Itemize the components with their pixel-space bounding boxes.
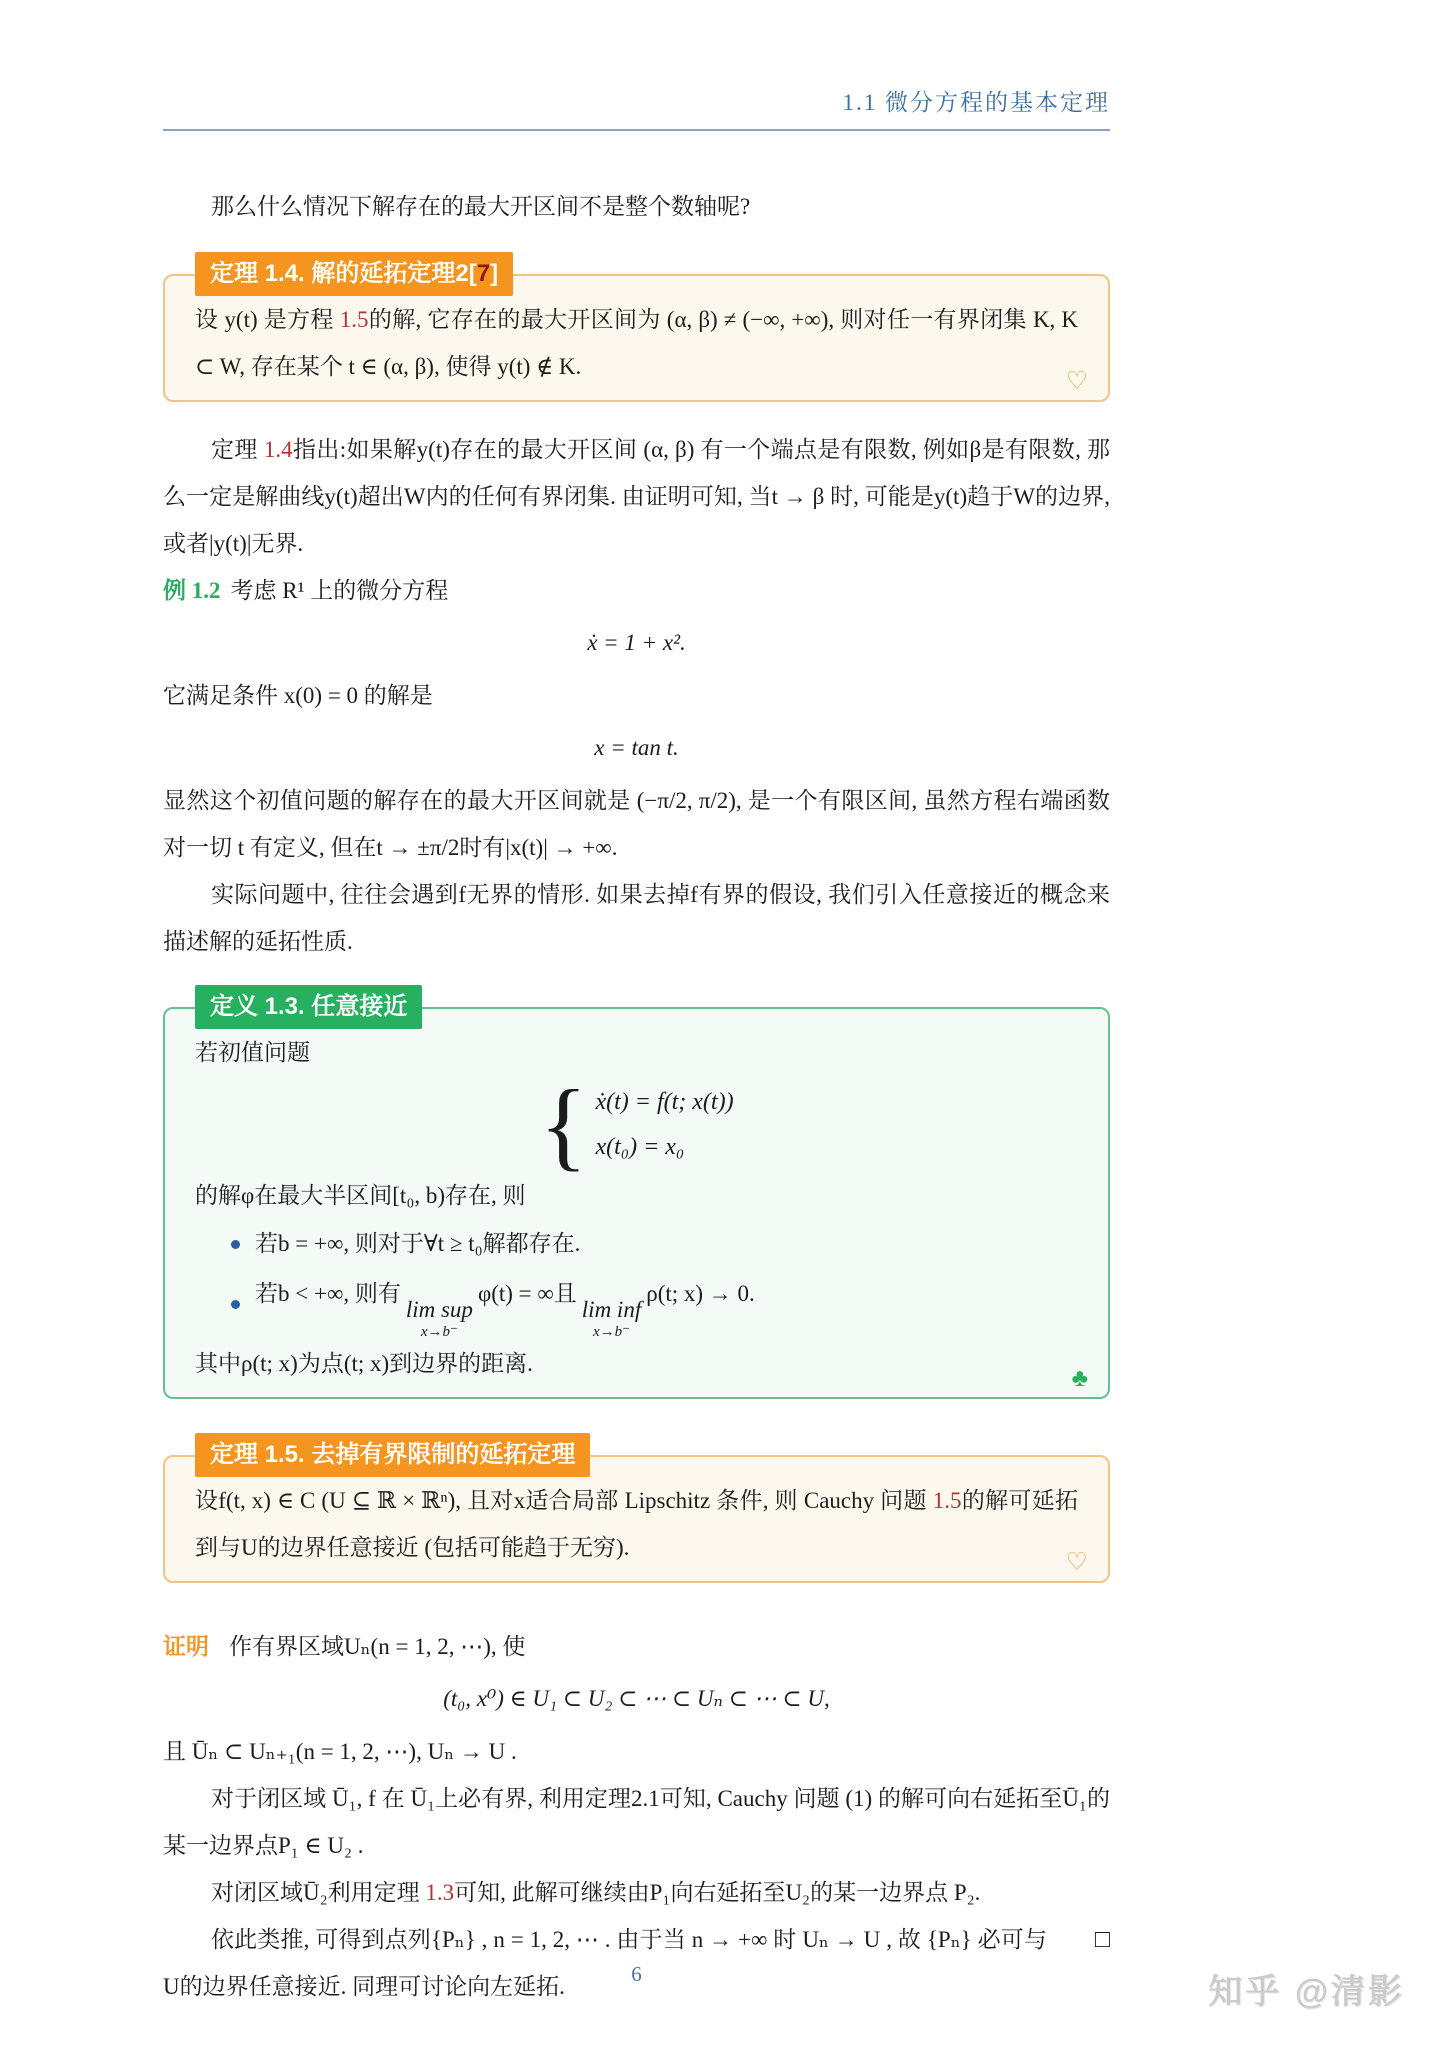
proof-equation: (t₀, x⁰) ∈ U₁ ⊂ U₂ ⊂ ⋯ ⊂ Uₙ ⊂ ⋯ ⊂ U, <box>443 1686 830 1711</box>
condition-line: 它满足条件 x(0) = 0 的解是 <box>163 683 433 708</box>
intro-question: 那么什么情况下解存在的最大开区间不是整个数轴呢? <box>211 194 751 219</box>
watermark: 知乎 @清影 <box>1208 1973 1405 2011</box>
bullet-dot-icon <box>231 1300 240 1309</box>
theorem-ref-1-3[interactable]: 1.3 <box>425 1880 455 1905</box>
proof-paragraph-1: 对于闭区域 Ū₁, f 在 Ū₁上必有界, 利用定理2.1可知, Cauchy 问题 (1) 的解可向右延拓至Ū₁的某一边界点P₁ ∈ U₂ . <box>163 1786 1110 1858</box>
theorem-ref-1-4[interactable]: 1.4 <box>263 437 293 462</box>
theorem-1-4-box <box>163 260 1110 402</box>
citation-link-7[interactable]: 7 <box>476 260 491 287</box>
proof-paragraph-3: □ 依此类推, 可得到点列{Pₙ} , n = 1, 2, ⋯ . 由于当 n → +∞ 时 Uₙ → U , 故 {Pₙ} 必可与U的边界任意接近. 同理可讨论向左延拓. <box>163 1916 1110 2010</box>
club-icon: ♣ <box>1071 1365 1088 1392</box>
definition-intro: 若初值问题 <box>195 1040 310 1065</box>
qed-square-icon: □ <box>1094 1926 1110 1953</box>
proof-paragraph-2: 对闭区域Ū₂利用定理 1.3可知, 此解可继续由P₁向右延拓至U₂的某一边界点 P₂. <box>211 1880 981 1905</box>
discussion-paragraph-2: 实际问题中, 往往会遇到f无界的情形. 如果去掉f有界的假设, 我们引入任意接近的概念来描述解的延拓性质. <box>163 882 1110 954</box>
definition-after-cases: 的解φ在最大半区间[t₀, b)存在, 则 <box>195 1183 526 1208</box>
example-label: 例 1.2 <box>163 578 221 603</box>
equation-ref-1-5b[interactable]: 1.5 <box>932 1488 962 1513</box>
proof-intro-line: 证明 作有界区域Uₙ(n = 1, 2, ⋯), 使 <box>163 1633 526 1659</box>
example-1-2-line: 例 1.2 考虑 R¹ 上的微分方程 <box>163 578 449 603</box>
ivp-equation-1: ẋ(t) = f(t; x(t)) <box>595 1088 734 1115</box>
bullet-dot-icon <box>231 1240 240 1249</box>
theorem-1-5-box <box>163 1441 1110 1583</box>
proof-section <box>163 1623 1110 2010</box>
bullet-2-text: 若b < +∞, 则有 lim sup x→b⁻ φ(t) = ∞且 lim inf x→b⁻ ρ(t; x) → 0. <box>255 1281 755 1340</box>
running-header <box>163 0 1110 117</box>
text-block <box>163 0 1110 2010</box>
page-number: 6 <box>631 1962 642 1986</box>
remark-paragraph: 定理 1.4指出:如果解y(t)存在的最大开区间 (α, β) 有一个端点是有限数, 例如β是有限数, 那么一定是解曲线y(t)超出W内的任何有界闭集. 由证明可知, 当t → β 时, 可能是y(t)趋于W的边界, 或者|y(t)|无界. <box>163 437 1111 556</box>
proof-line-2: 且 Ūₙ ⊂ Uₙ₊₁(n = 1, 2, ⋯), Uₙ → U . <box>163 1739 517 1764</box>
equation-tan: x = tan t. <box>594 735 679 760</box>
discussion-paragraph-1: 显然这个初值问题的解存在的最大开区间就是 (−π/2, π/2), 是一个有限区间, 虽然方程右端函数对一切 t 有定义, 但在t → ±π/2时有|x(t)| → +∞. <box>163 788 1110 860</box>
definition-1-3-box <box>163 993 1110 1399</box>
equation-ref-1-5[interactable]: 1.5 <box>339 307 369 332</box>
section-title: 1.1 微分方程的基本定理 <box>842 90 1110 115</box>
definition-bullets <box>231 1219 1078 1340</box>
equation-xdot: ẋ = 1 + x². <box>587 630 686 655</box>
theorem-1-5-body: 设f(t, x) ∈ C (U ⊆ ℝ × ℝⁿ), 且对x适合局部 Lipschitz 条件, 则 Cauchy 问题 1.5的解可延拓到与U的边界任意接近 (包括可能趋于无穷). <box>195 1488 1078 1560</box>
ivp-equation-2: x(t₀) = x₀ <box>595 1134 685 1160</box>
proof-label: 证明 <box>163 1633 209 1659</box>
heart-icon: ♡ <box>1065 368 1088 395</box>
definition-closing: 其中ρ(t; x)为点(t; x)到边界的距离. <box>195 1351 533 1376</box>
ivp-equations <box>595 1087 733 1163</box>
header-rule <box>163 129 1110 131</box>
definition-1-3-title: 定义 1.3. 任意接近 <box>195 985 422 1029</box>
theorem-1-5-title: 定理 1.5. 去掉有界限制的延拓定理 <box>195 1433 590 1477</box>
limsup-expression: lim sup x→b⁻ <box>405 1297 473 1340</box>
bullet-item-1: 若b = +∞, 则对于∀t ≥ t₀解都存在. <box>231 1219 1078 1269</box>
cases-brace: { <box>539 1069 588 1180</box>
theorem-1-4-title: 定理 1.4. 解的延拓定理2[7] <box>195 252 513 296</box>
bullet-item-2 <box>231 1269 1078 1340</box>
theorem-1-4-body: 设 y(t) 是方程 1.5的解, 它存在的最大开区间为 (α, β) ≠ (−∞, +∞), 则对任一有界闭集 K, K ⊂ W, 存在某个 t ∈ (α, β), 使得 y(t) ∉ K. <box>195 307 1078 379</box>
liminf-expression: lim inf x→b⁻ <box>581 1297 642 1340</box>
ivp-system <box>195 1069 1078 1180</box>
heart-icon: ♡ <box>1065 1549 1088 1576</box>
